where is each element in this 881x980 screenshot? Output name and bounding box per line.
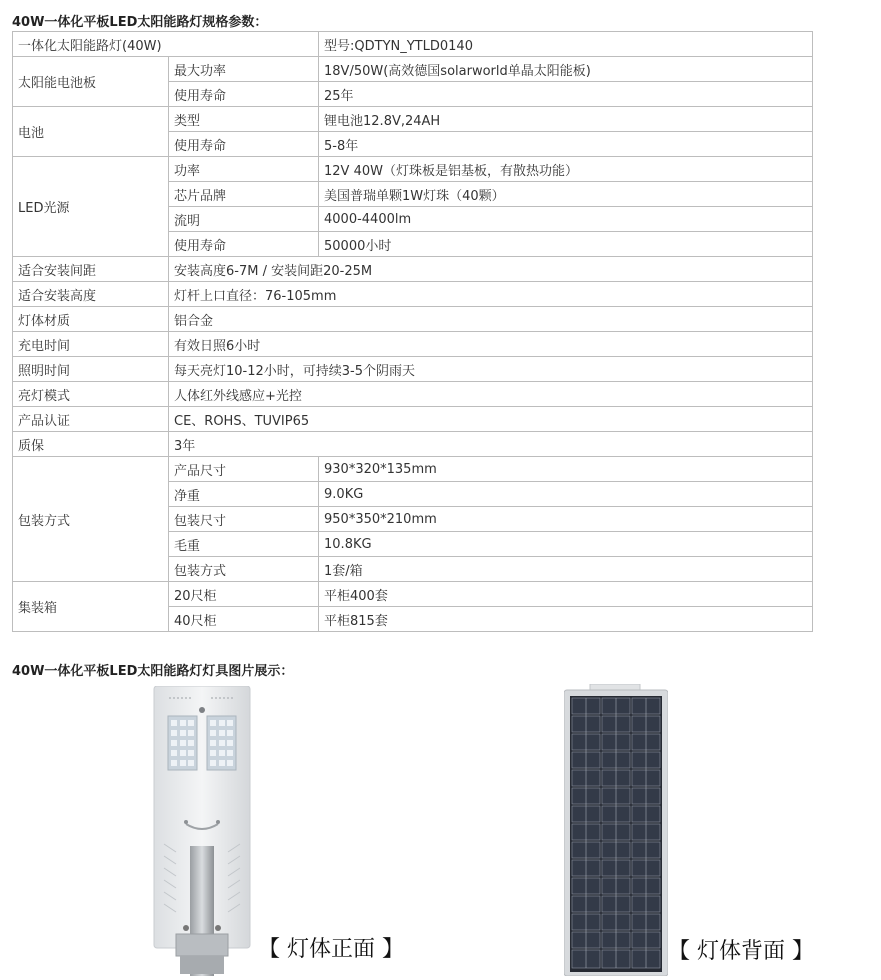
- lamp-back-image: [564, 684, 668, 976]
- table-cell: 12V 40W（灯珠板是铝基板，有散热功能）: [319, 157, 813, 182]
- table-cell: 10.8KG: [319, 532, 813, 557]
- table-row: [13, 107, 813, 132]
- table-cell: 安装高度6-7M / 安装间距20-25M: [169, 257, 813, 282]
- table-cell: 18V/50W(高效德国solarworld单晶太阳能板): [319, 57, 813, 82]
- table-cell: 芯片品牌: [169, 182, 319, 207]
- table-cell: 平柜815套: [319, 607, 813, 632]
- table-cell: 一体化太阳能路灯(40W): [13, 32, 319, 57]
- table-cell: 型号:QDTYN_YTLD0140: [319, 32, 813, 57]
- table-cell: 太阳能电池板: [13, 57, 169, 107]
- table-cell: 20尺柜: [169, 582, 319, 607]
- back-caption: 【 灯体背面 】: [668, 939, 814, 964]
- table-cell: 毛重: [169, 532, 319, 557]
- table-cell: 功率: [169, 157, 319, 182]
- table-row: [13, 32, 813, 57]
- table-cell: 25年: [319, 82, 813, 107]
- spec-heading: 40W一体化平板LED太阳能路灯规格参数：: [12, 15, 268, 30]
- table-cell: 包装方式: [169, 557, 319, 582]
- table-row: [13, 582, 813, 607]
- table-cell: 3年: [169, 432, 813, 457]
- table-row: [13, 307, 813, 332]
- table-cell: 灯体材质: [13, 307, 169, 332]
- table-cell: 950*350*210mm: [319, 507, 813, 532]
- table-row: [13, 332, 813, 357]
- table-cell: 充电时间: [13, 332, 169, 357]
- table-cell: 使用寿命: [169, 82, 319, 107]
- table-cell: 流明: [169, 207, 319, 232]
- table-cell: 9.0KG: [319, 482, 813, 507]
- table-row: [13, 257, 813, 282]
- table-cell: 平柜400套: [319, 582, 813, 607]
- table-cell: 包装方式: [13, 457, 169, 582]
- table-row: [13, 407, 813, 432]
- table-cell: 产品尺寸: [169, 457, 319, 482]
- table-cell: 930*320*135mm: [319, 457, 813, 482]
- table-row: [13, 157, 813, 182]
- table-cell: 使用寿命: [169, 132, 319, 157]
- table-cell: 质保: [13, 432, 169, 457]
- spec-table: [12, 31, 813, 632]
- table-cell: 使用寿命: [169, 232, 319, 257]
- table-cell: 人体红外线感应+光控: [169, 382, 813, 407]
- table-cell: 电池: [13, 107, 169, 157]
- table-row: [13, 57, 813, 82]
- table-cell: 适合安装间距: [13, 257, 169, 282]
- table-cell: 类型: [169, 107, 319, 132]
- table-row: [13, 432, 813, 457]
- table-cell: 照明时间: [13, 357, 169, 382]
- table-cell: 净重: [169, 482, 319, 507]
- front-caption: 【 灯体正面 】: [258, 937, 404, 962]
- lamp-front-image: [150, 686, 254, 976]
- table-cell: 包装尺寸: [169, 507, 319, 532]
- table-cell: 锂电池12.8V,24AH: [319, 107, 813, 132]
- table-cell: 适合安装高度: [13, 282, 169, 307]
- table-cell: 有效日照6小时: [169, 332, 813, 357]
- table-cell: 铝合金: [169, 307, 813, 332]
- table-cell: 50000小时: [319, 232, 813, 257]
- table-cell: 最大功率: [169, 57, 319, 82]
- table-cell: CE、ROHS、TUVIP65: [169, 407, 813, 432]
- table-row: [13, 457, 813, 482]
- images-heading: 40W一体化平板LED太阳能路灯灯具图片展示：: [12, 664, 294, 679]
- table-cell: 产品认证: [13, 407, 169, 432]
- table-row: [13, 282, 813, 307]
- table-cell: 4000-4400lm: [319, 207, 813, 232]
- table-cell: LED光源: [13, 157, 169, 257]
- table-row: [13, 357, 813, 382]
- table-cell: 美国普瑞单颗1W灯珠（40颗）: [319, 182, 813, 207]
- table-cell: 40尺柜: [169, 607, 319, 632]
- table-cell: 灯杆上口直径：76-105mm: [169, 282, 813, 307]
- table-cell: 每天亮灯10-12小时，可持续3-5个阴雨天: [169, 357, 813, 382]
- table-cell: 亮灯模式: [13, 382, 169, 407]
- table-cell: 5-8年: [319, 132, 813, 157]
- table-row: [13, 382, 813, 407]
- table-cell: 1套/箱: [319, 557, 813, 582]
- table-cell: 集装箱: [13, 582, 169, 632]
